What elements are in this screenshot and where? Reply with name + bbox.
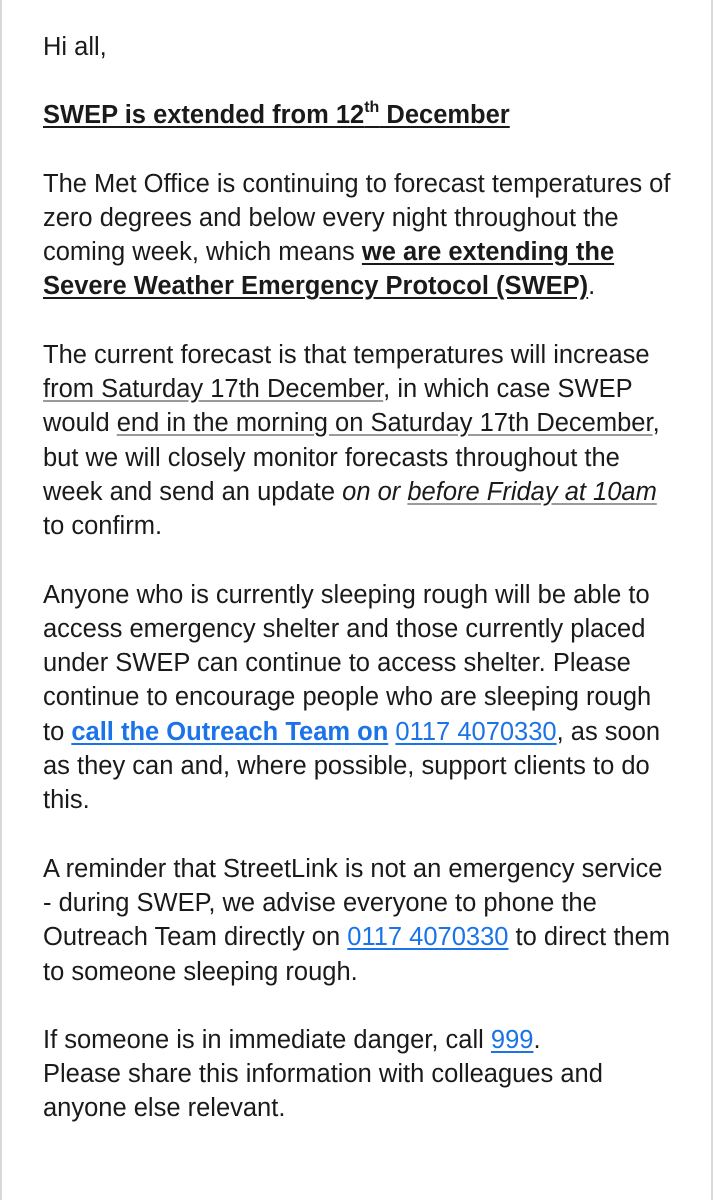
paragraph-dates [43,338,673,544]
para3-t1: Anyone who is currently sleeping rough will be able to access emergency shelter and those currently placed under SWEP can continue to access shelter. Please continue to encourage people who are sleeping rough to [43,580,652,746]
para2-italic: on or [342,477,408,506]
spacer [43,818,673,852]
headline-suffix: December [379,101,510,130]
outreach-team-link[interactable]: call the Outreach Team on [71,717,389,746]
outreach-phone-link[interactable]: 0117 4070330 [395,717,557,746]
headline-superscript: th [364,99,380,117]
paragraph-forecast [43,167,673,304]
para2-t2: , in which case SWEP would [43,375,633,438]
spacer [43,989,673,1023]
para2-t4: to confirm. [43,512,163,541]
para1-end: . [588,272,596,301]
spacer [43,304,673,338]
paragraph-streetlink [43,852,673,989]
email-body [43,30,673,1126]
para3-t2: , as soon as they can and, where possible, support clients to do this. [43,717,661,815]
para1-text: The Met Office is continuing to forecast temperatures of zero degrees and below every night throughout the coming week, which means [43,169,671,267]
para4-t1: A reminder that StreetLink is not an emergency service - during SWEP, we advise everyone to phone the Outreach Team directly on [43,854,663,952]
para5-t1: If someone is in immediate danger, call [43,1025,491,1054]
para5-t3: Please share this information with colleagues and anyone else relevant. [43,1060,603,1123]
paragraph-shelter [43,578,673,818]
para2-t1: The current forecast is that temperatures will increase [43,340,650,369]
headline-text: SWEP is extended from 12 [43,101,365,130]
para2-italic-underline: before Friday at 10am [407,477,657,506]
paragraph-emergency [43,1023,673,1126]
greeting: Hi all, [43,33,107,61]
para2-date-end: end in the morning on Saturday 17th December [116,409,653,438]
headline [43,98,673,132]
para4-t2: to direct them to someone sleeping rough. [43,923,671,986]
para1-bold: we are extending the Severe Weather Emergency Protocol (SWEP) [43,238,615,301]
para2-t3: , but we will closely monitor forecasts throughout the week and send an update [43,409,660,506]
para2-date-from: from Saturday 17th December [43,375,384,404]
outreach-phone-link-2[interactable]: 0117 4070330 [347,923,509,952]
spacer [43,64,673,98]
spacer [43,544,673,578]
emergency-999-link[interactable]: 999 [490,1025,534,1054]
spacer [43,133,673,167]
para5-t2: . [533,1025,541,1054]
